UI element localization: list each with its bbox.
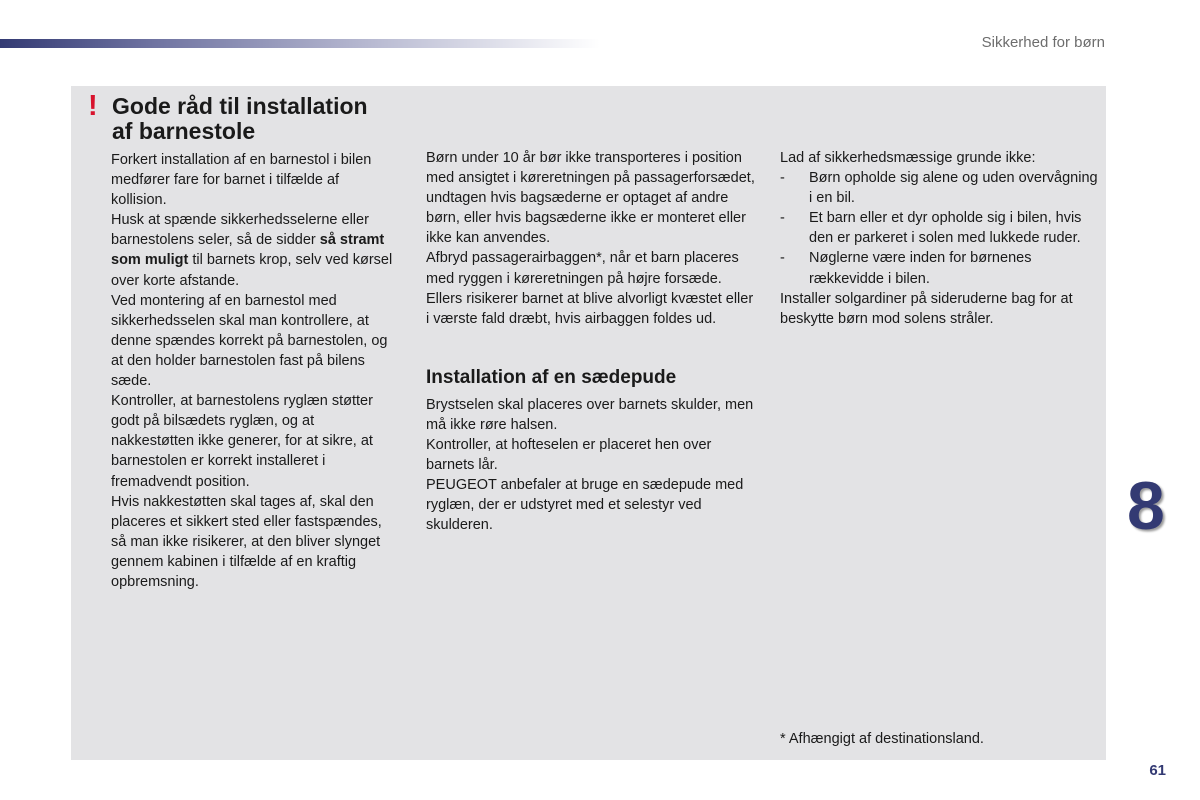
text-column-1 [111, 150, 396, 592]
paragraph: Kontroller, at hofteselen er placeret hen over barnets lår. [426, 437, 712, 474]
bullet-item [780, 168, 1100, 208]
text-run: til barnets krop, selv ved kørsel over korte afstande. [111, 252, 393, 289]
text-column-3 [780, 148, 1100, 329]
page-title [112, 94, 412, 144]
paragraph: Ellers risikerer barnet at blive alvorligt kvæstet eller i værste fald dræbt, hvis airbaggen foldes ud. [426, 290, 754, 327]
footnote: * Afhængigt af destinationsland. [780, 731, 984, 747]
paragraph: Børn under 10 år bør ikke transporteres i position med ansigtet i køreretningen på passagerforsædet, undtagen hvis bagsæderne er optaget af andre børn, eller hvis bagsæderne ikke er monteret eller ikke kan anvendes. [426, 150, 755, 247]
bullet-text: Et barn eller et dyr opholde sig i bilen, hvis den er parkeret i solen med lukkede ruder. [809, 210, 1082, 247]
bullet-item [780, 248, 1100, 288]
bullet-dash: - [780, 250, 785, 267]
paragraph: Installer solgardiner på sideruderne bag for at beskytte børn mod solens stråler. [780, 290, 1073, 327]
bullet-item [780, 208, 1100, 248]
paragraph: Afbryd passagerairbaggen*, når et barn placeres med ryggen i køreretningen på højre forsæde. [426, 250, 739, 287]
bullet-dash: - [780, 170, 785, 187]
paragraph: Ved montering af en barnestol med sikkerhedsselen skal man kontrollere, at denne spændes korrekt på barnestolen, og at den holder barnestolen fast på bilens sæde. [111, 292, 388, 390]
page-title-line2: af barnestole [112, 118, 256, 144]
section-title: Sikkerhed for børn [981, 34, 1105, 51]
page-title-line1: Gode råd til installation [112, 93, 368, 119]
bold-emphasis: så stramt som muligt [111, 232, 385, 269]
bullet-dash: - [780, 210, 785, 227]
paragraph: Kontroller, at barnestolens ryglæn støtter godt på bilsædets ryglæn, og at nakkestøtten ikke generer, for at sikre, at barnestolen er korrekt installeret i fremadvendt position. [111, 393, 373, 490]
paragraph: Brystselen skal placeres over barnets skulder, men må ikke røre halsen. [426, 396, 754, 433]
paragraph [111, 210, 396, 290]
subheading: Installation af en sædepude [426, 366, 677, 388]
paragraph: Forkert installation af en barnestol i bilen medfører fare for barnet i tilfælde af kollision. [111, 152, 372, 209]
page-number: 61 [1149, 762, 1166, 779]
paragraph: Lad af sikkerhedsmæssige grunde ikke: [780, 150, 1036, 166]
warning-icon: ! [88, 90, 98, 122]
bullet-text: Børn opholde sig alene og uden overvågning i en bil. [809, 170, 1098, 207]
bullet-text: Nøglerne være inden for børnenes rækkevidde i bilen. [809, 250, 1032, 287]
text-run: Husk at spænde sikkerhedsselerne eller barnestolens seler, så de sidder [111, 212, 369, 249]
text-column-2 [426, 148, 756, 536]
paragraph: Hvis nakkestøtten skal tages af, skal den placeres et sikkert sted eller fastspændes, så man ikke risikerer, at den bliver slynget gennem kabinen i tilfælde af en kraftig opbremsning. [111, 493, 382, 590]
header-gradient-bar [0, 39, 600, 48]
paragraph: PEUGEOT anbefaler at bruge en sædepude med ryglæn, der er udstyret med et selestyr ved skulderen. [426, 477, 744, 534]
chapter-number: 8 [1127, 468, 1165, 544]
